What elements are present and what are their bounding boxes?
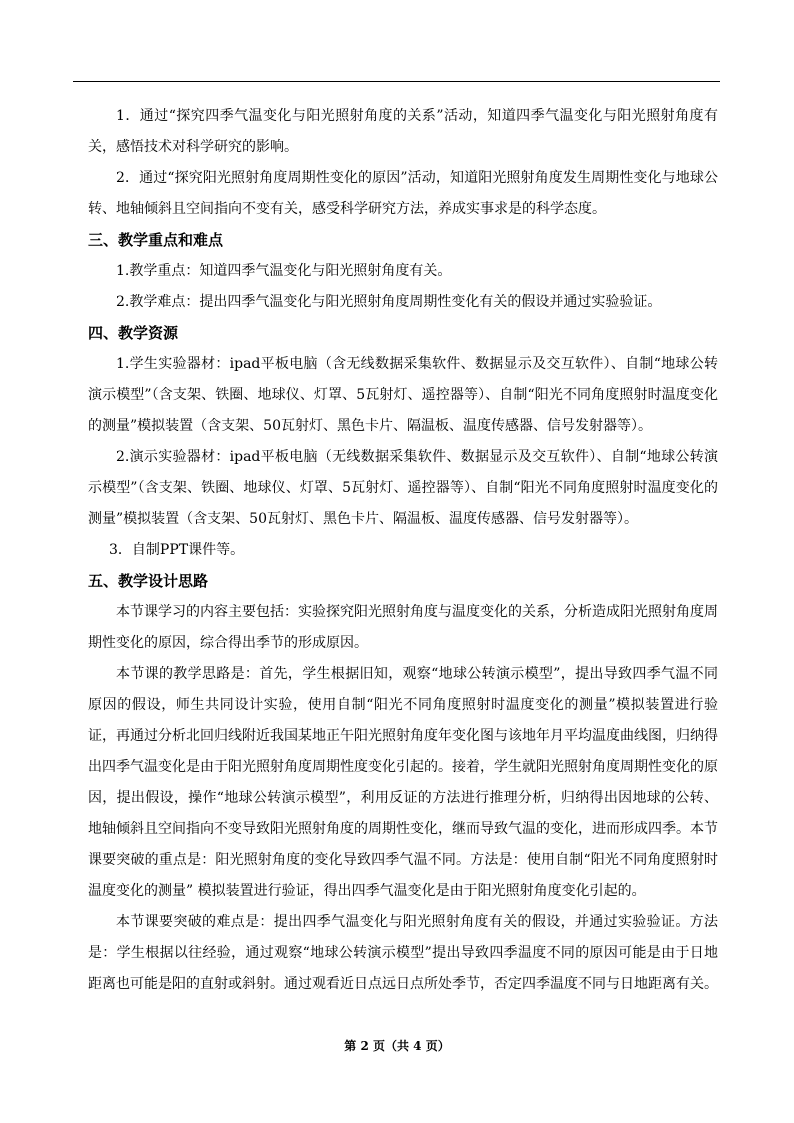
page-number: 第 2 页（共 4 页） [344,1039,450,1053]
difficulty-item: 2.教学难点：提出四季气温变化与阳光照射角度周期性变化有关的假设并通过实验验证。 [116,294,662,310]
document-body [88,101,718,1000]
header-rule [73,81,720,82]
key-point-item: 1.教学重点：知道四季气温变化与阳光照射角度有关。 [116,263,452,279]
objective-item-2: 2．通过“探究阳光照射角度周期性变化的原因”活动，知道阳光照射角度发生周期性变化与地球公转、地轴倾斜且空间指向不变有关，感受科学研究方法，养成实事求是的科学态度。 [88,170,718,217]
section-heading-resources: 四、教学资源 [88,324,179,342]
design-paragraph-difficulty: 本节课要突破的难点是：提出四季气温变化与阳光照射角度有关的假设，并通过实验验证。方法是：学生根据以往经验，通过观察“地球公转演示模型”提出导致四季温度不同的原因可能是由于日地距离也可能是阳的直射或斜射。通过观看近日点远日点所处季节，否定四季温度不同与日地距离有关。 [88,914,718,992]
section-heading-design: 五、教学设计思路 [88,572,209,590]
design-paragraph-content: 本节课学习的内容主要包括：实验探究阳光照射角度与温度变化的关系，分析造成阳光照射角度周期性变化的原因，综合得出季节的形成原因。 [88,604,718,651]
resource-item-ppt: 3．自制PPT课件等。 [109,542,245,558]
resource-item-student-equipment: 1.学生实验器材：ipad平板电脑（含无线数据采集软件、数据显示及交互软件）、自制“地球公转演示模型”（含支架、铁圈、地球仪、灯罩、5瓦射灯、遥控器等）、自制“阳光不同角度照射时温度变化的测量”模拟装置（含支架、50瓦射灯、黑色卡片、隔温板、温度传感器、信号发射器等）。 [88,356,718,434]
resource-item-demo-equipment: 2.演示实验器材：ipad平板电脑（无线数据采集软件、数据显示及交互软件）、自制“地球公转演示模型”（含支架、铁圈、地球仪、灯罩、5瓦射灯、遥控器等）、自制“阳光不同角度照射时温度变化的测量”模拟装置（含支架、50瓦射灯、黑色卡片、隔温板、温度传感器、信号发射器等）。 [88,449,718,527]
section-heading-key-points: 三、教学重点和难点 [88,231,224,249]
objective-item-1: 1．通过“探究四季气温变化与阳光照射角度的关系”活动，知道四季气温变化与阳光照射角度有关，感悟技术对科学研究的影响。 [88,108,718,155]
design-paragraph-approach: 本节课的教学思路是：首先，学生根据旧知，观察“地球公转演示模型”，提出导致四季气温不同原因的假设，师生共同设计实验，使用自制“阳光不同角度照射时温度变化的测量”模拟装置进行验证，再通过分析北回归线附近我国某地正午阳光照射角度年变化图与该地年月平均温度曲线图，归纳得出四季气温变化是由于阳光照射角度周期性度变化引起的。接着，学生就阳光照射角度周期性变化的原因，提出假设，操作“地球公转演示模型”，利用反证的方法进行推理分析，归纳得出因地球的公转、地轴倾斜且空间指向不变导致阳光照射角度的周期性变化，继而导致气温的变化，进而形成四季。本节课要突破的重点是：阳光照射角度的变化导致四季气温不同。方法是：使用自制“阳光不同角度照射时温度变化的测量” 模拟装置进行验证，得出四季气温变化是由于阳光照射角度变化引起的。 [88,666,718,899]
